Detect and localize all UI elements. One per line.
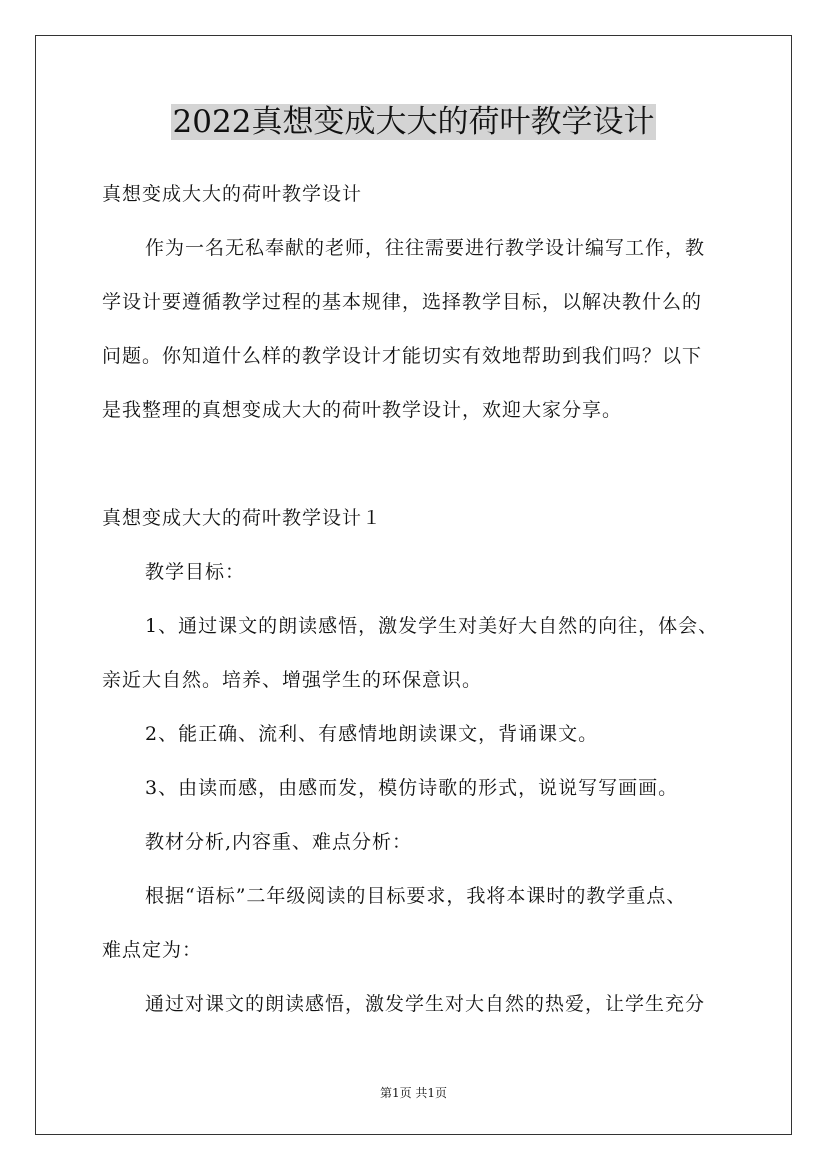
paragraph-line: 1、通过课文的朗读感悟，激发学生对美好大自然的向往，体会、 bbox=[145, 615, 719, 637]
paragraph-line: 亲近大自然。培养、增强学生的环保意识。 bbox=[102, 669, 483, 691]
paragraph-line: 教材分析,内容重、难点分析： bbox=[145, 831, 413, 853]
paragraph-line: 是我整理的真想变成大大的荷叶教学设计，欢迎大家分享。 bbox=[102, 399, 623, 421]
paragraph-line: 教学目标： bbox=[145, 561, 246, 583]
document-title bbox=[0, 100, 827, 144]
document-title-text: 2022真想变成大大的荷叶教学设计 bbox=[172, 104, 655, 140]
paragraph-line: 学设计要遵循教学过程的基本规律，选择教学目标，以解决教什么的 bbox=[102, 291, 703, 313]
paragraph-line: 根据“语标”二年级阅读的目标要求，我将本课时的教学重点、 bbox=[145, 885, 687, 907]
paragraph-line: 2、能正确、流利、有感情地朗读课文，背诵课文。 bbox=[145, 723, 599, 745]
paragraph-line: 问题。你知道什么样的教学设计才能切实有效地帮助到我们吗？以下 bbox=[102, 345, 703, 367]
page-footer: 第1页 共1页 bbox=[379, 1086, 448, 1100]
paragraph-line: 作为一名无私奉献的老师，往往需要进行教学设计编写工作，教 bbox=[145, 237, 706, 259]
paragraph-line: 通过对课文的朗读感悟，激发学生对大自然的热爱，让学生充分 bbox=[145, 993, 706, 1015]
subtitle-line: 真想变成大大的荷叶教学设计 bbox=[102, 183, 363, 205]
section-heading: 真想变成大大的荷叶教学设计１ bbox=[102, 507, 383, 529]
paragraph-line: 难点定为： bbox=[102, 939, 203, 961]
paragraph-line: 3、由读而感，由感而发，模仿诗歌的形式，说说写写画画。 bbox=[145, 777, 679, 799]
